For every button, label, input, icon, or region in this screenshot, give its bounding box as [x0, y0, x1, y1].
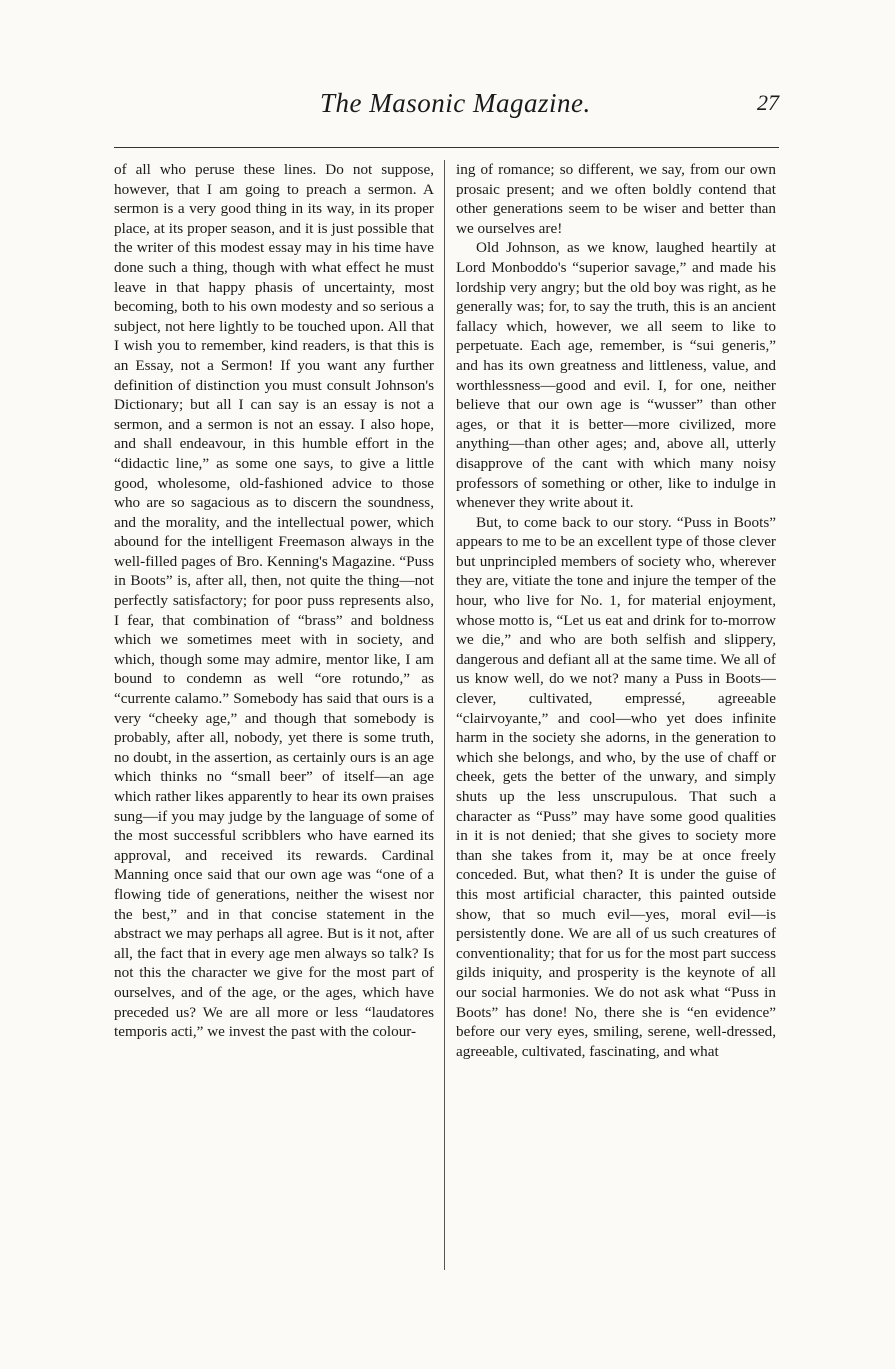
column-divider: [444, 160, 445, 1270]
right-paragraph-3: But, to come back to our story. “Puss in Boots” appears to me to be an excellent type of those clever but unprincipled members of society who, wherever they are, vitiate the tone and injure the temper of the hour, who live for No. 1, for material enjoyment, whose motto is, “Let us eat and drink for to-morrow we die,” and who are both selfish and slippery, dangerous and defiant all at the same time. We all of us know well, do we not? many a Puss in Boots—clever, cultivated, empressé, agreeable “clairvoyante,” and cool—who yet does infinite harm in the society she adorns, in the generation to which she belongs, and who, by the use of chaff or cheek, gets the better of the unwary, and simply shuts up the less unscrupulous. That such a character as “Puss” may have some good qualities in it is not denied; that she gives to society more than she takes from it, may be at once freely conceded. But, what then? It is under the guise of this most artificial character, this painted outside show, that so much evil—yes, moral evil—is persistently done. We are all of us such creatures of conventionality; that for us for the most part success gilds iniquity, and prosperity is the keynote of all our social harmonies. We do not ask what “Puss in Boots” has done! No, there she is “en evidence” before our very eyes, smiling, serene, well-dressed, agreeable, cultivated, fascinating, and what: [456, 513, 776, 1060]
page-number: 27: [757, 90, 779, 115]
right-column: [456, 160, 776, 1061]
right-paragraph-2: Old Johnson, as we know, laughed heartily at Lord Monboddo's “superior savage,” and made his lordship very angry; but the old boy was right, as he generally was; for, to say the truth, this is an ancient fallacy which, however, we all seem to like to perpetuate. Each age, remember, is “sui generis,” and has its own greatness and littleness, value, and worthlessness—good and evil. I, for one, neither believe that our own age is “wusser” than other ages, or that it is better—more civilized, more anything—than other ages; and, above all, utterly disapprove of the cant with which many noisy professors of something or other, like to indulge in whenever they write about it.: [456, 239, 776, 512]
left-paragraph-1: of all who peruse these lines. Do not suppose, however, that I am going to preach a sermon. A sermon is a very good thing in its way, in its proper place, at its proper season, and it is just possible that the writer of this modest essay may in his time have done such a thing, though with what effect he must leave in that happy phasis of uncertainty, most becoming, both to his own modesty and so serious a subject, not here lightly to be touched upon. All that I wish you to remember, kind readers, is that this is an Essay, not a Sermon! If you want any further definition of distinction you must consult Johnson's Dictionary; but all I can say is an essay is not a sermon, and a sermon is not an essay. I also hope, and shall endeavour, in this humble effort in the “didactic line,” as some one says, to give a little good, wholesome, old-fashioned advice to those who are so sagacious as to discern the soundness, and the morality, and the intellectual power, which abound for the intelligent Freemason always in the well-filled pages of Bro. Kenning's Magazine. “Puss in Boots” is, after all, then, not quite the thing—not perfectly satisfactory; for poor puss represents also, I fear, that combination of “brass” and boldness which we sometimes meet with in society, and which, though some may admire, mentor like, I am bound to condemn as well “ore rotundo,” as “currente calamo.” Somebody has said that ours is a very “cheeky age,” and though that somebody is probably, after all, nobody, yet there is some truth, no doubt, in the assertion, as certainly ours is an age which thinks no “small beer” of itself—an age which rather likes apparently to hear its own praises sung—if you may judge by the language of some of the most successful scribblers who have earned its approval, and received its rewards. Cardinal Manning once said that our own age was “one of a flowing tide of generations, neither the wisest nor the best,” and in that concise statement in the abstract we may perhaps all agree. But is it not, after all, the fact that in every age men always so talk? Is not this the character we give for the most part of ourselves, and of the age, or the ages, which have preceded us? We are all more or less “laudatores temporis acti,” we invest the past with the colour-: [114, 161, 434, 1041]
header-rule: [114, 147, 779, 148]
page-header: [0, 88, 895, 128]
left-column: [114, 160, 434, 1042]
running-title: The Masonic Magazine.: [320, 88, 591, 118]
right-paragraph-1: ing of romance; so different, we say, from our own prosaic present; and we often boldly contend that other generations seem to be wiser and better than we ourselves are!: [456, 161, 776, 237]
